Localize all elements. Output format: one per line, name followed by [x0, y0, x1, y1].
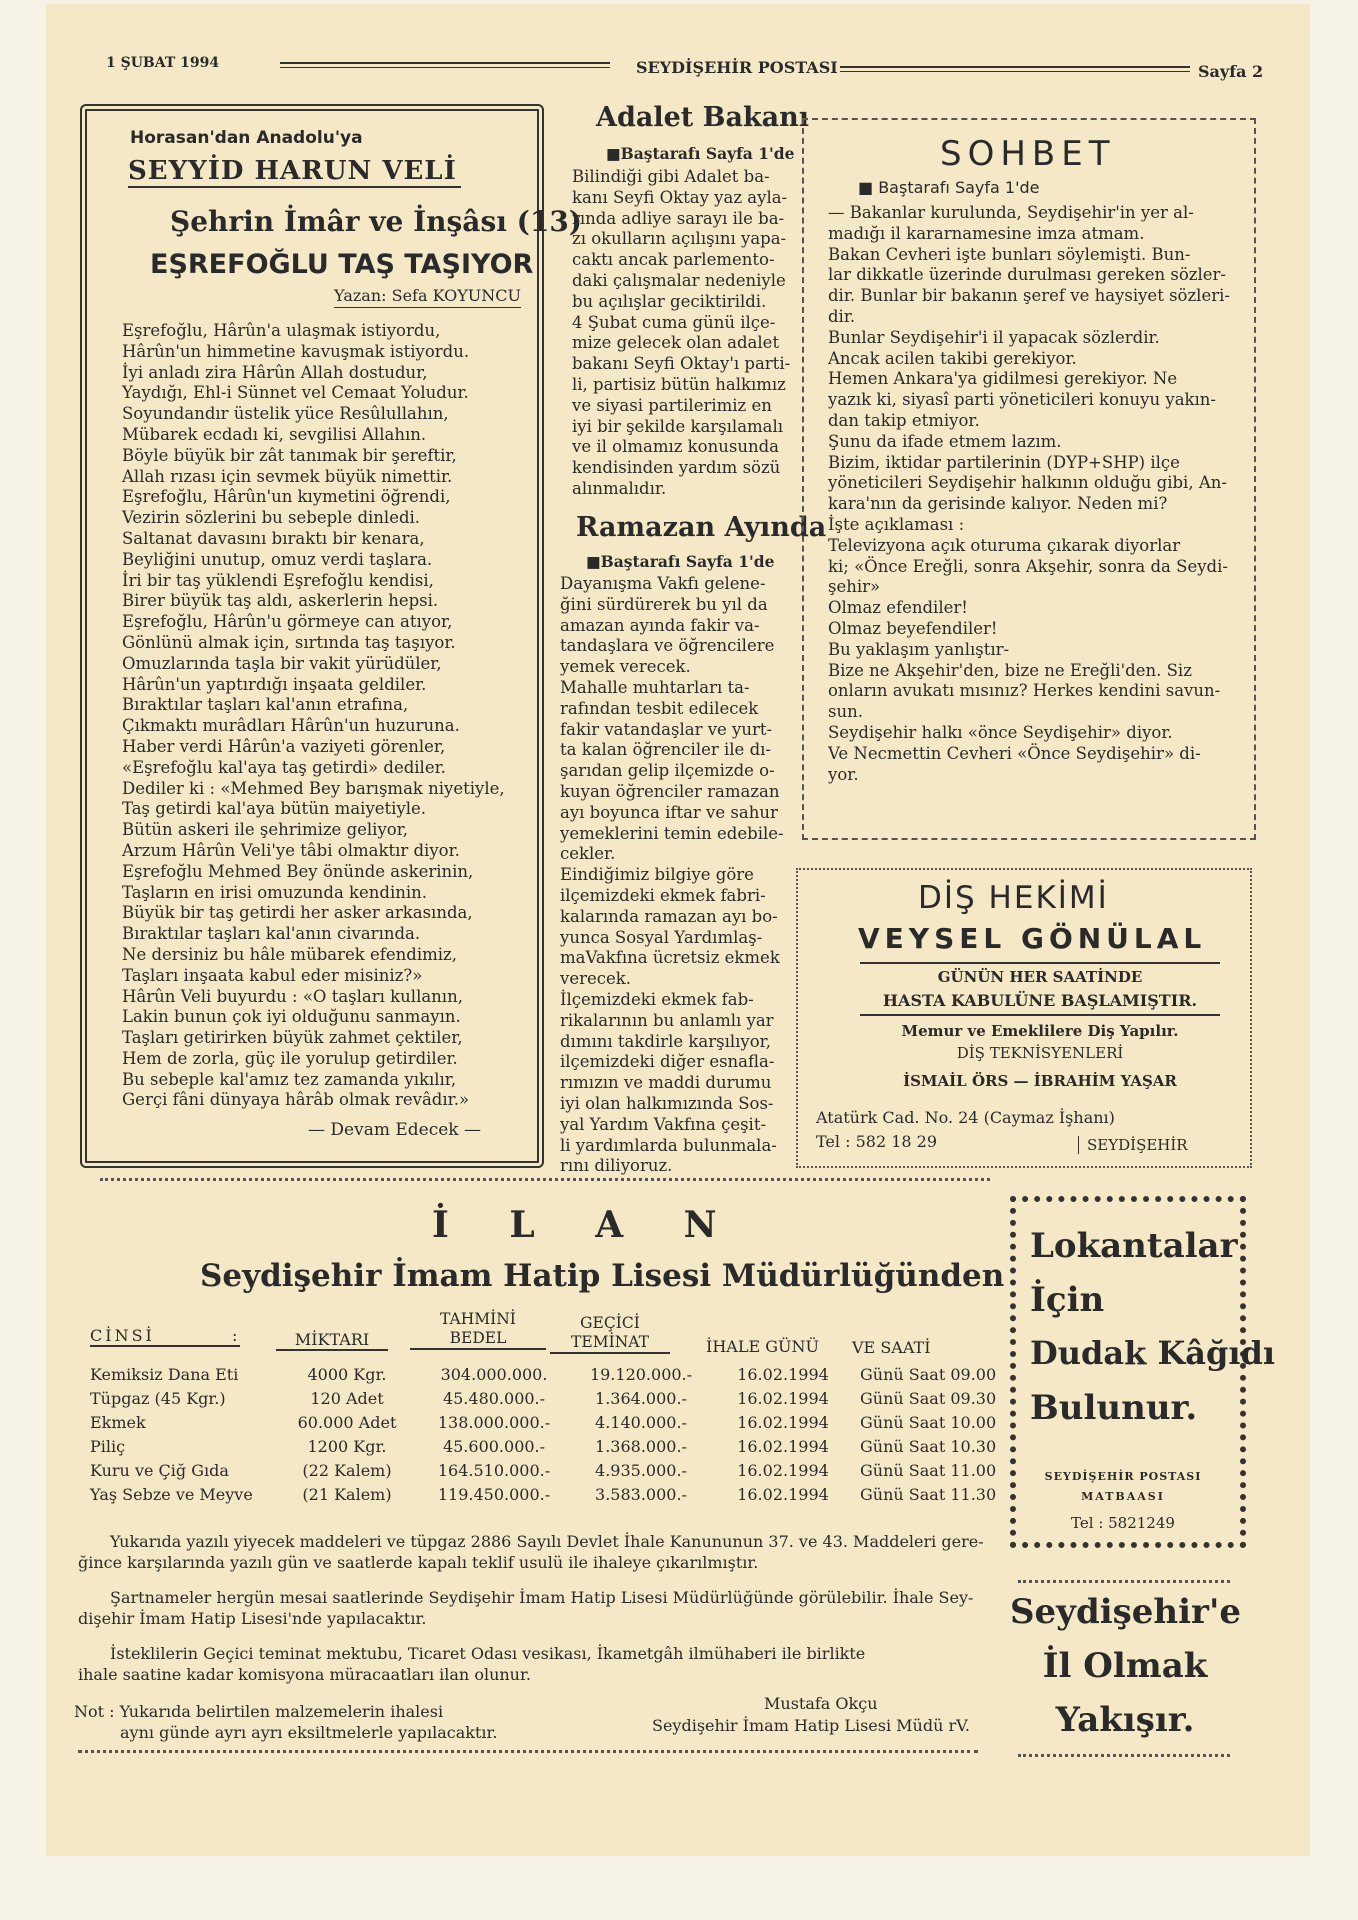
dentist-title: DİŞ HEKİMİ — [918, 880, 1109, 916]
ramazan-line: şarıdan gelip ilçemizde o- — [560, 761, 775, 781]
table-cell: Günü Saat 09.30 — [860, 1388, 997, 1408]
adalet-title: Adalet Bakanı — [596, 102, 810, 133]
table-cell: Piliç — [90, 1436, 126, 1456]
ramazan-lead: ■Baştarafı Sayfa 1'de — [586, 552, 775, 571]
table-row — [84, 1482, 1016, 1506]
sohbet-line: onların avukatı mısınız? Herkes kendini savun- — [828, 681, 1221, 701]
table-cell: 16.02.1994 — [737, 1412, 829, 1432]
ramazan-line: rikalarının bu anlamlı yar — [560, 1010, 774, 1030]
ramazan-line: ta kalan öğrenciler ile dı- — [560, 740, 771, 760]
slogan-top-border — [1018, 1580, 1230, 1583]
table-cell: 1200 Kgr. — [307, 1436, 387, 1456]
adalet-line: bu açılışlar geciktirildi. — [572, 291, 767, 311]
ilan-para-1a: Yukarıda yazılı yiyecek maddeleri ve tüpgaz 2886 Sayılı Devlet İhale Kanununun 37. ve 43. Maddeleri gere- — [110, 1532, 984, 1551]
sohbet-line: lar dikkatle üzerinde durulması gereken sözler- — [828, 265, 1226, 285]
poem-line: Gerçi fâni dünyaya hârâb olmak revâdır.» — [122, 1090, 470, 1110]
ramazan-line: li yardımlarda bulunmala- — [560, 1135, 777, 1155]
poem-line: Haber verdi Hârûn'a vaziyeti görenler, — [122, 736, 446, 756]
poem-line: İri bir taş yüklendi Eşrefoğlu kendisi, — [122, 570, 434, 590]
table-cell: 45.480.000.- — [442, 1388, 546, 1408]
table-cell: Günü Saat 11.00 — [860, 1460, 997, 1480]
ramazan-line: ayı boyunca iftar ve sahur — [560, 802, 778, 822]
poem-title: Şehrin İmâr ve İnşâsı (13) — [170, 205, 583, 238]
ilan-bottom-border — [78, 1750, 978, 1753]
adalet-line: iyi bir şekilde karşılamalı — [572, 416, 784, 436]
header-rule-left — [280, 62, 610, 68]
ramazan-line: verecek. — [560, 969, 631, 989]
poem-line: İyi anladı zira Hârûn Allah dostudur, — [122, 362, 428, 382]
poem-line: Beyliğini unutup, omuz verdi taşlara. — [122, 549, 433, 569]
sohbet-line: Bunlar Seydişehir'i il yapacak sözlerdir. — [828, 327, 1160, 347]
sohbet-line: dan takip etmiyor. — [828, 410, 980, 430]
table-cell: 16.02.1994 — [737, 1436, 829, 1456]
slogan-line-3: Yakışır. — [1055, 1700, 1195, 1740]
sohbet-line: madığı il kararnamesine imza atmam. — [828, 223, 1145, 243]
lokanta-publisher: SEYDİŞEHİR POSTASI — [1044, 1470, 1202, 1483]
table-cell: 164.510.000.- — [437, 1460, 551, 1480]
poem-continued: — Devam Edecek — — [308, 1120, 481, 1140]
sohbet-line: Bize ne Akşehir'den, bize ne Ereğli'den. Siz — [828, 660, 1192, 680]
table-cell: 120 Adet — [310, 1388, 384, 1408]
table-cell: (22 Kalem) — [302, 1460, 392, 1480]
sohbet-line: Hemen Ankara'ya gidilmesi gerekiyor. Ne — [828, 369, 1178, 389]
poem-line: Allah rızası için sevmek büyük nimettir. — [122, 466, 453, 486]
poem-line: Lakin bunun çok iyi olduğunu sanmayın. — [122, 1007, 461, 1027]
poem-line: Hem de zorla, güç ile yorulup getirdiler. — [122, 1048, 458, 1068]
table-cell: Kemiksiz Dana Eti — [90, 1364, 239, 1384]
adalet-line: ve siyasi partilerimiz en — [572, 395, 772, 415]
ilan-para-3a: İsteklilerin Geçici teminat mektubu, Ticaret Odası vesikası, İkametgâh ilmühaberi ile birlikte — [110, 1644, 866, 1663]
ramazan-line: Eindiğimiz bilgiye göre — [560, 865, 754, 885]
poem-line: Hârûn'un himmetine kavuşmak istiyordu. — [122, 341, 470, 361]
adalet-line: rında adliye sarayı ile ba- — [572, 208, 785, 228]
table-cell: 16.02.1994 — [737, 1460, 829, 1480]
sohbet-line: İşte açıklaması : — [828, 514, 965, 534]
dentist-line-1: GÜNÜN HER SAATİNDE — [937, 968, 1143, 986]
lokanta-line-1: Lokantalar — [1030, 1226, 1238, 1266]
poem-series: SEYYİD HARUN VELİ — [128, 156, 461, 188]
poem-line: Soyundandır üstelik yüce Resûlullahın, — [122, 404, 449, 424]
adalet-line: 4 Şubat cuma günü ilçe- — [572, 312, 776, 332]
dentist-line-5: İSMAİL ÖRS — İBRAHİM YAŞAR — [903, 1072, 1177, 1090]
ramazan-line: ilçemizdeki ekmek fabri- — [560, 885, 766, 905]
table-row — [84, 1410, 1016, 1434]
dentist-rule — [860, 962, 1220, 964]
sohbet-title: SOHBET — [940, 134, 1116, 174]
adalet-body — [572, 167, 790, 500]
ramazan-title: Ramazan Ayında — [576, 512, 827, 543]
ramazan-line: cekler. — [560, 844, 616, 864]
adalet-line: alınmalıdır. — [572, 478, 667, 498]
poem-line: Taşları getirirken büyük zahmet çektiler, — [122, 1028, 463, 1048]
col-header-saati: VE SAATİ — [852, 1338, 931, 1357]
adalet-line: kendisinden yardım sözü — [572, 458, 781, 478]
sohbet-line: sun. — [828, 702, 863, 722]
table-cell: 60.000 Adet — [297, 1412, 397, 1432]
poem-line: Arzum Hârûn Veli'ye tâbi olmaktır diyor. — [122, 840, 460, 860]
poem-line: Eşrefoğlu Mehmed Bey önünde askerinin, — [122, 861, 474, 881]
sohbet-line: Televizyona açık oturuma çıkarak diyorlar — [828, 535, 1181, 555]
adalet-line: mize gelecek olan adalet — [572, 333, 780, 353]
ilan-para-1b: ğince karşılarında yazılı gün ve saatlerde kapalı teklif usulü ile ihaleye çıkarılmıştır. — [78, 1553, 759, 1572]
table-cell: Tüpgaz (45 Kgr.) — [90, 1388, 226, 1408]
sohbet-line: Bizim, iktidar partilerinin (DYP+SHP) ilçe — [828, 452, 1180, 472]
ramazan-line: rımızın ve maddi durumu — [560, 1073, 772, 1093]
slogan-bottom-border — [1018, 1754, 1230, 1757]
ilan-note-b: aynı günde ayrı ayrı eksiltmelerle yapılacaktır. — [120, 1723, 498, 1742]
ilan-top-border — [100, 1178, 990, 1181]
table-cell: Günü Saat 10.00 — [860, 1412, 997, 1432]
lokanta-phone: Tel : 5821249 — [1071, 1514, 1175, 1532]
table-cell: 16.02.1994 — [737, 1484, 829, 1504]
poem-body — [122, 321, 505, 1111]
table-cell: 304.000.000. — [440, 1364, 548, 1384]
table-cell: Günü Saat 11.30 — [860, 1484, 997, 1504]
table-cell: 1.364.000.- — [595, 1388, 687, 1408]
poem-line: Böyle büyük bir zât tanımak bir şereftir, — [122, 445, 457, 465]
dentist-city: SEYDİŞEHİR — [1078, 1136, 1188, 1154]
slogan-line-2: İl Olmak — [1042, 1646, 1208, 1686]
ramazan-line: ilçemizdeki diğer esnafla- — [560, 1052, 775, 1072]
table-row — [84, 1362, 1016, 1386]
slogan-line-1: Seydişehir'e — [1010, 1592, 1241, 1632]
ramazan-line: Dayanışma Vakfı gelene- — [560, 574, 766, 593]
col-header-sep: : — [232, 1326, 238, 1345]
table-cell: 138.000.000.- — [437, 1412, 551, 1432]
poem-line: «Eşrefoğlu kal'aya taş getirdi» dediler. — [122, 757, 446, 777]
table-cell: 1.368.000.- — [595, 1436, 687, 1456]
adalet-line: li, partisiz bütün halkımız — [572, 374, 786, 394]
sohbet-line: yazık ki, siyasî parti yöneticileri konuyu yakın- — [828, 390, 1217, 410]
adalet-line: daki çalışmalar nedeniyle — [572, 270, 786, 290]
sohbet-line: dir. — [828, 306, 856, 326]
poem-line: Saltanat davasını bıraktı bir kenara, — [122, 528, 425, 548]
ramazan-line: yemek verecek. — [560, 657, 691, 677]
ramazan-line: amazan ayında fakir va- — [560, 615, 760, 635]
table-row — [84, 1458, 1016, 1482]
sohbet-line: Şunu da ifade etmem lazım. — [828, 431, 1062, 451]
dentist-line-4: DİŞ TEKNİSYENLERİ — [956, 1044, 1124, 1062]
table-cell: 4.935.000.- — [595, 1460, 687, 1480]
poem-line: Taşların en irisi omuzunda kendinin. — [122, 882, 428, 902]
sohbet-line: kara'nın da gerisinde kalıyor. Neden mi? — [828, 494, 1168, 514]
sohbet-line: yöneticileri Seydişehir halkının olduğu gibi, An- — [828, 473, 1227, 493]
ramazan-line: dımını takdirle karşılıyor, — [560, 1031, 771, 1051]
sohbet-line: Ancak acilen takibi gerekiyor. — [828, 348, 1077, 368]
table-cell: 4.140.000.- — [595, 1412, 687, 1432]
poem-line: Vezirin sözlerini bu sebeple dinledi. — [122, 508, 421, 528]
sohbet-line: — Bakanlar kurulunda, Seydişehir'in yer al- — [828, 203, 1194, 222]
table-row — [84, 1434, 1016, 1458]
poem-subtitle: EŞREFOĞLU TAŞ TAŞIYOR — [150, 249, 534, 280]
poem-line: Yaydığı, Ehl-i Sünnet vel Cemaat Yoludur. — [122, 383, 469, 403]
col-header-bedel: TAHMİNİ BEDEL — [410, 1310, 546, 1350]
table-cell: Yaş Sebze ve Meyve — [90, 1484, 253, 1504]
poem-kicker: Horasan'dan Anadolu'ya — [130, 128, 363, 148]
col-header-cinsi: CİNSİ — [90, 1326, 240, 1347]
dentist-address: Atatürk Cad. No. 24 (Caymaz İşhanı) — [816, 1108, 1115, 1127]
ramazan-line: yal Yardım Vakfına çeşit- — [560, 1114, 767, 1134]
ramazan-line: rafından tesbit edilecek — [560, 698, 759, 718]
adalet-lead: ■Baştarafı Sayfa 1'de — [606, 144, 795, 163]
poem-line: Eşrefoğlu, Hârûn'a ulaşmak istiyordu, — [122, 321, 441, 340]
poem-line: Dediler ki : «Mehmed Bey barışmak niyetiyle, — [122, 778, 505, 798]
poem-line: Bu sebeple kal'amız tez zamanda yıkılır, — [122, 1069, 457, 1089]
table-cell: 16.02.1994 — [737, 1364, 829, 1384]
ilan-para-2a: Şartnameler hergün mesai saatlerinde Seydişehir İmam Hatip Lisesi Müdürlüğünde görülebilir. İhale Sey- — [110, 1588, 974, 1607]
table-cell: 16.02.1994 — [737, 1388, 829, 1408]
poem-line: Bütün askeri ile şehrimize geliyor, — [122, 820, 409, 840]
issue-date: 1 ŞUBAT 1994 — [106, 55, 220, 71]
lokanta-line-2: İçin — [1030, 1280, 1105, 1320]
header-rule-right — [840, 66, 1190, 72]
table-cell: (21 Kalem) — [302, 1484, 392, 1504]
ramazan-line: fakir vatandaşlar ve yurt- — [560, 719, 773, 739]
page-number: Sayfa 2 — [1198, 62, 1264, 81]
lokanta-publisher-2: MATBAASI — [1081, 1490, 1165, 1503]
adalet-line: caktı ancak parlemento- — [572, 250, 775, 270]
ramazan-body — [560, 574, 784, 1177]
adalet-line: ve il olmamız konusunda — [572, 437, 779, 457]
adalet-line: kanı Seyfi Oktay yaz ayla- — [572, 187, 788, 207]
lokanta-line-4: Bulunur. — [1030, 1388, 1198, 1428]
poem-byline: Yazan: Sefa KOYUNCU — [334, 286, 521, 308]
dentist-phone: Tel : 582 18 29 — [816, 1132, 938, 1151]
ilan-para-2b: dişehir İmam Hatip Lisesi'nde yapılacaktır. — [78, 1609, 427, 1628]
col-header-miktari: MİKTARI — [276, 1330, 388, 1351]
dentist-line-3: Memur ve Emeklilere Diş Yapılır. — [901, 1022, 1179, 1040]
ramazan-line: maVakfına ücretsiz ekmek — [560, 948, 780, 968]
adalet-line: Bilindiği gibi Adalet ba- — [572, 167, 770, 186]
sohbet-lead: ■ Baştarafı Sayfa 1'de — [858, 178, 1040, 197]
table-cell: 3.583.000.- — [595, 1484, 687, 1504]
table-cell: Ekmek — [90, 1412, 146, 1432]
adalet-line: zı okulların açılışını yapa- — [572, 229, 787, 249]
col-header-ihale-gunu: İHALE GÜNÜ — [706, 1337, 819, 1356]
col-header-teminat: GEÇİCİ TEMİNAT — [550, 1314, 670, 1354]
table-cell: Günü Saat 09.00 — [860, 1364, 997, 1384]
ilan-subheading: Seydişehir İmam Hatip Lisesi Müdürlüğünden — [200, 1258, 1005, 1294]
table-cell: 4000 Kgr. — [307, 1364, 387, 1384]
ramazan-line: kalarında ramazan ayı bo- — [560, 906, 778, 926]
poem-line: Büyük bir taş getirdi her asker arkasında, — [122, 903, 473, 923]
poem-line: Birer büyük taş aldı, askerlerin hepsi. — [122, 591, 439, 611]
lokanta-line-3: Dudak Kâğıdı — [1030, 1334, 1276, 1372]
poem-line: Taş getirdi kal'aya bütün maiyetiyle. — [122, 799, 427, 819]
ramazan-line: yunca Sosyal Yardımlaş- — [560, 927, 763, 947]
sohbet-line: Seydişehir halkı «önce Seydişehir» diyor. — [828, 722, 1173, 742]
ramazan-line: İlçemizdeki ekmek fab- — [560, 989, 754, 1009]
poem-line: Omuzlarında taşla bir vakit yürüdüler, — [122, 653, 442, 673]
table-cell: 119.450.000.- — [437, 1484, 551, 1504]
sohbet-line: yor. — [828, 764, 859, 784]
table-row — [84, 1386, 1016, 1410]
ramazan-line: kuyan öğrenciler ramazan — [560, 781, 780, 801]
poem-line: Bıraktılar taşları kal'anın civarında. — [122, 924, 421, 944]
table-cell: Günü Saat 10.30 — [860, 1436, 997, 1456]
paper-name: SEYDİŞEHİR POSTASI — [636, 58, 838, 77]
ilan-note-a: Not : Yukarıda belirtilen malzemelerin ihalesi — [74, 1702, 444, 1721]
poem-line: Ne dersiniz bu hâle mübarek efendimiz, — [122, 944, 457, 964]
table-cell: 45.600.000.- — [442, 1436, 546, 1456]
sohbet-line: Olmaz beyefendiler! — [828, 618, 998, 638]
ramazan-line: tandaşlara ve öğrencilere — [560, 636, 775, 656]
poem-line: Taşları inşaata kabul eder misiniz?» — [122, 965, 423, 985]
sohbet-line: Bu yaklaşım yanlıştır- — [828, 639, 1010, 659]
sohbet-body — [828, 203, 1230, 785]
sohbet-line: ki; «Önce Ereğli, sonra Akşehir, sonra da Seydi- — [828, 556, 1228, 576]
adalet-line: bakanı Seyfi Oktay'ı parti- — [572, 354, 791, 374]
ramazan-line: iyi olan halkımızında Sos- — [560, 1093, 774, 1113]
poem-line: Eşrefoğlu, Hârûn'u görmeye can atıyor, — [122, 612, 453, 632]
dentist-line-2: HASTA KABULÜNE BAŞLAMIŞTIR. — [882, 991, 1198, 1010]
sohbet-line: Bakan Cevheri işte bunları söylemişti. Bun- — [828, 244, 1191, 264]
poem-line: Bıraktılar taşları kal'anın etrafına, — [122, 695, 409, 715]
ilan-table-grid — [84, 1362, 1016, 1506]
table-cell: Kuru ve Çiğ Gıda — [90, 1460, 229, 1480]
ilan-heading: İ L A N — [432, 1204, 741, 1246]
ramazan-line: Mahalle muhtarları ta- — [560, 677, 750, 697]
poem-line: Çıkmaktı murâdları Hârûn'un huzuruna. — [122, 716, 460, 736]
dentist-name: VEYSEL GÖNÜLAL — [858, 922, 1207, 955]
poem-line: Hârûn'un yaptırdığı inşaata geldiler. — [122, 674, 427, 694]
ramazan-line: ğini sürdürerek bu yıl da — [560, 594, 768, 614]
ramazan-line: yemeklerini temin edebile- — [560, 823, 784, 843]
poem-line: Gönlünü almak için, sırtında taş taşıyor. — [122, 632, 456, 652]
ramazan-line: rını diliyoruz. — [560, 1156, 673, 1176]
dentist-rule-2 — [860, 1014, 1220, 1016]
table-cell: 19.120.000.- — [589, 1364, 693, 1384]
poem-line: Eşrefoğlu, Hârûn'un kıymetini öğrendi, — [122, 487, 451, 507]
sohbet-line: Ve Necmettin Cevheri «Önce Seydişehir» di- — [828, 743, 1201, 763]
poem-line: Mübarek ecdadı ki, sevgilisi Allahın. — [122, 424, 427, 444]
poem-line: Hârûn Veli buyurdu : «O taşları kullanın, — [122, 986, 463, 1006]
sohbet-line: şehir» — [828, 577, 881, 597]
ilan-table — [84, 1362, 1016, 1506]
sohbet-line: dir. Bunlar bir bakanın şeref ve haysiyet sözleri- — [828, 286, 1230, 306]
ilan-para-3b: ihale saatine kadar komisyona müracaatları ilan olunur. — [78, 1665, 531, 1684]
ilan-signer-name: Mustafa Okçu — [764, 1694, 878, 1713]
ilan-signer-title: Seydişehir İmam Hatip Lisesi Müdü rV. — [652, 1716, 970, 1735]
sohbet-line: Olmaz efendiler! — [828, 598, 968, 618]
